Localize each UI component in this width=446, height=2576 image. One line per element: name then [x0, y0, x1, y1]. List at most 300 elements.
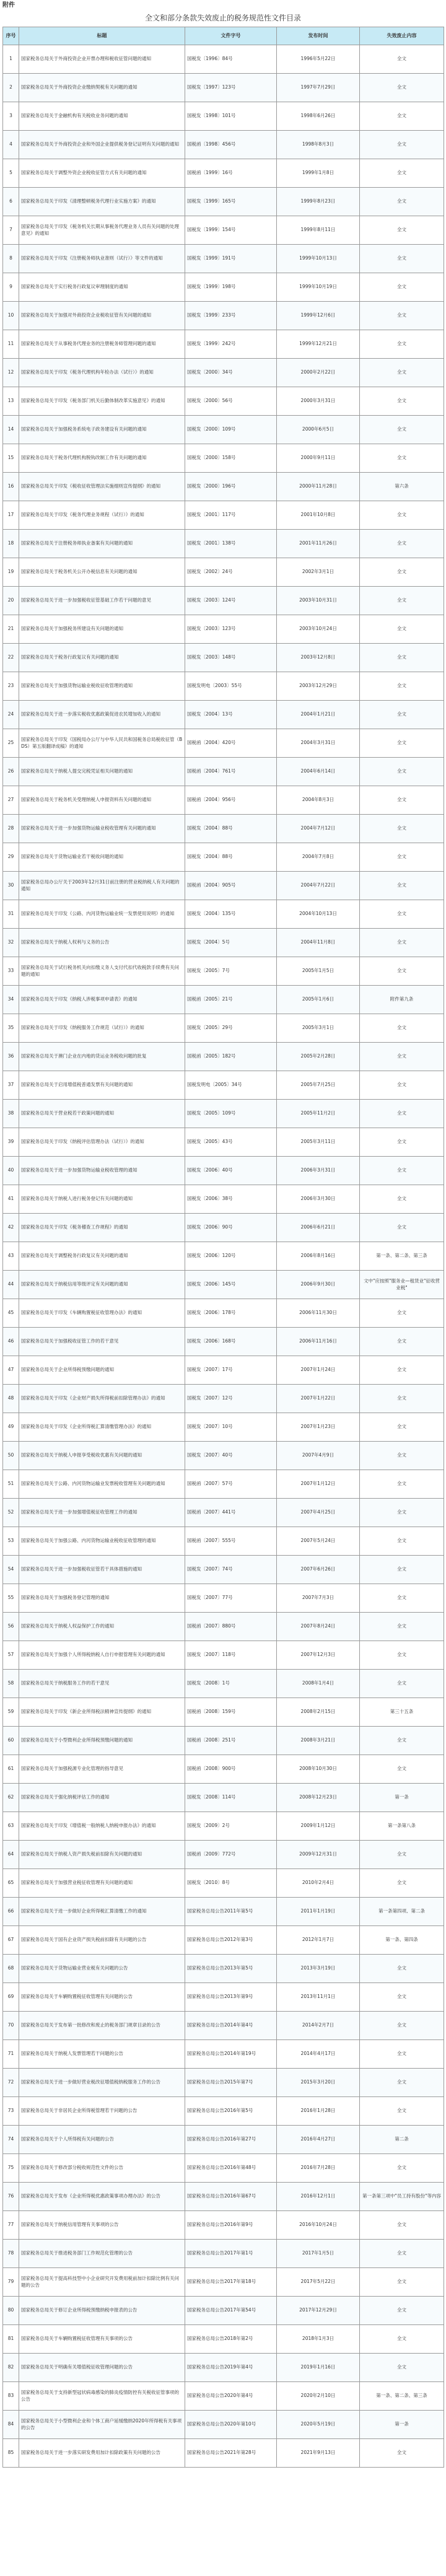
- cell-status: 全文: [360, 216, 444, 245]
- cell-status: 全文: [360, 1100, 444, 1128]
- cell-doc-no: 国税发〔2006〕168号: [185, 1328, 277, 1356]
- cell-doc-no: 国税函〔2008〕251号: [185, 1727, 277, 1755]
- cell-status: 全文: [360, 1527, 444, 1556]
- cell-status: 全文: [360, 1185, 444, 1214]
- cell-status: 全文: [360, 1755, 444, 1784]
- cell-status: 全文: [360, 2069, 444, 2097]
- cell-status: 全文: [360, 1385, 444, 1413]
- cell-title: 国家税务总局关于外商投资企业缴纳契税有关问题的通知: [19, 74, 185, 102]
- document-table: [2, 27, 444, 2468]
- column-header-doc-no: 文件字号: [185, 27, 277, 45]
- cell-no: 52: [3, 1499, 19, 1527]
- cell-date: 2007年4月9日: [277, 1442, 360, 1470]
- cell-status: 第一条、第四条: [360, 1926, 444, 1955]
- cell-date: 2007年6月26日: [277, 1556, 360, 1584]
- cell-no: 55: [3, 1584, 19, 1613]
- cell-title: 国家税务总局关于纳税人发票管理若干问题的公告: [19, 2040, 185, 2069]
- cell-status: 全文: [360, 45, 444, 74]
- cell-date: 1999年12月21日: [277, 330, 360, 359]
- cell-title: 国家税务总局关于进一步落实研发费用加计扣除政策有关问题的公告: [19, 2439, 185, 2468]
- cell-date: 2005年3月1日: [277, 1014, 360, 1043]
- cell-no: 3: [3, 102, 19, 131]
- cell-no: 59: [3, 1698, 19, 1727]
- cell-doc-no: 国税发〔2006〕90号: [185, 1214, 277, 1242]
- cell-date: 2017年1月5日: [277, 2240, 360, 2268]
- cell-date: 2007年1月23日: [277, 1413, 360, 1442]
- cell-title: 国家税务总局关于调整税务行政复议有关问题的通知: [19, 1242, 185, 1271]
- cell-title: 国家税务总局关于进一步落实税收优惠政策促进农民增加收入的通知: [19, 701, 185, 729]
- cell-status: 全文: [360, 957, 444, 986]
- cell-title: 国家税务总局关于从事税务代理业务的注册税务师管理问题的通知: [19, 330, 185, 359]
- cell-status: 第一条、第二条、第三条: [360, 2382, 444, 2411]
- cell-title: 国家税务总局关于进一步加强税收征管若干具体措施的通知: [19, 1556, 185, 1584]
- cell-no: 16: [3, 473, 19, 501]
- table-row: [3, 1413, 444, 1442]
- cell-status: 全文: [360, 2325, 444, 2354]
- cell-status: 全文: [360, 2439, 444, 2468]
- cell-status: 第一条: [360, 1784, 444, 1812]
- cell-doc-no: 国税发〔2000〕109号: [185, 416, 277, 444]
- table-row: [3, 1556, 444, 1584]
- cell-title: 国家税务总局关于营业税若干政策问题的通知: [19, 1100, 185, 1128]
- cell-status: 全文: [360, 786, 444, 815]
- cell-status: 全文: [360, 900, 444, 929]
- cell-date: 2007年7月3日: [277, 1584, 360, 1613]
- table-row: [3, 1043, 444, 1071]
- table-row: [3, 587, 444, 615]
- cell-no: 5: [3, 159, 19, 188]
- cell-title: 国家税务总局关于纳税信用等级评定有关问题的通知: [19, 1271, 185, 1299]
- cell-date: 2004年7月22日: [277, 872, 360, 900]
- cell-title: 国家税务总局关于印发《企业所得税汇算清缴管理办法》的通知: [19, 1413, 185, 1442]
- cell-title: 国家税务总局关于纳税人进行税务登记有关问题的通知: [19, 1185, 185, 1214]
- cell-status: 全文: [360, 615, 444, 644]
- cell-status: 全文: [360, 501, 444, 530]
- cell-doc-no: 国家税务总局公告2020年第10号: [185, 2411, 277, 2439]
- cell-no: 84: [3, 2411, 19, 2439]
- table-row: [3, 1128, 444, 1157]
- table-body: [3, 45, 444, 2468]
- table-row: [3, 2382, 444, 2411]
- cell-title: 国家税务总局关于纳税人权益保护工作的通知: [19, 1613, 185, 1641]
- cell-no: 83: [3, 2382, 19, 2411]
- cell-doc-no: 国税发〔1999〕242号: [185, 330, 277, 359]
- cell-date: 1999年10月19日: [277, 273, 360, 302]
- cell-status: 全文: [360, 1328, 444, 1356]
- cell-title: 国家税务总局关于加强税务所建设有关问题的通知: [19, 615, 185, 644]
- table-row: [3, 387, 444, 416]
- cell-title: 国家税务总局关于车辆购置税征收管理有关问题的公告: [19, 1983, 185, 2012]
- cell-title: 国家税务总局关于税务机关公开办税信息有关问题的通知: [19, 558, 185, 587]
- cell-status: 全文: [360, 2268, 444, 2297]
- cell-status: 全文: [360, 1841, 444, 1869]
- cell-no: 47: [3, 1356, 19, 1385]
- cell-doc-no: 国家税务总局公告2017年第18号: [185, 2268, 277, 2297]
- cell-title: 国家税务总局关于纳税服务工作的若干意见: [19, 1670, 185, 1698]
- cell-no: 31: [3, 900, 19, 929]
- cell-date: 2008年10月30日: [277, 1755, 360, 1784]
- cell-title: 国家税务总局关于加强税务登记管理的通知: [19, 1584, 185, 1613]
- cell-title: 国家税务总局关于加强公路、内河货物运输业税收征收管理的通知: [19, 1527, 185, 1556]
- cell-no: 46: [3, 1328, 19, 1356]
- cell-status: 全文: [360, 843, 444, 872]
- table-row: [3, 245, 444, 273]
- cell-doc-no: 国税函〔2007〕441号: [185, 1499, 277, 1527]
- cell-title: 国家税务总局关于税务行政复议有关问题的通知: [19, 644, 185, 672]
- table-row: [3, 2240, 444, 2268]
- table-row: [3, 473, 444, 501]
- cell-status: 第二条: [360, 2126, 444, 2154]
- cell-date: 1999年8月11日: [277, 216, 360, 245]
- cell-doc-no: 国税发〔2000〕158号: [185, 444, 277, 473]
- cell-title: 国家税务总局关于纳税人申报享受税收优惠有关问题的通知: [19, 1442, 185, 1470]
- table-row: [3, 1898, 444, 1926]
- cell-date: 2016年1月28日: [277, 2097, 360, 2126]
- cell-title: 国家税务总局关于发布《企业所得税优惠政策事项办理办法》的公告: [19, 2183, 185, 2211]
- cell-no: 24: [3, 701, 19, 729]
- cell-doc-no: 国税发〔2007〕17号: [185, 1356, 277, 1385]
- cell-status: 全文: [360, 758, 444, 786]
- cell-status: 全文: [360, 159, 444, 188]
- cell-no: 81: [3, 2325, 19, 2354]
- cell-status: 全文: [360, 359, 444, 387]
- cell-doc-no: 国税发〔2008〕114号: [185, 1784, 277, 1812]
- cell-title: 国家税务总局关于注册税务师执业备案有关问题的通知: [19, 530, 185, 558]
- cell-no: 79: [3, 2268, 19, 2297]
- cell-doc-no: 国家税务总局公告2013年第9号: [185, 1983, 277, 2012]
- cell-doc-no: 国税发〔2007〕77号: [185, 1584, 277, 1613]
- cell-title: 国家税务总局关于纳税人权利与义务的公告: [19, 929, 185, 957]
- cell-doc-no: 国税发〔1999〕191号: [185, 245, 277, 273]
- cell-date: 2004年8月3日: [277, 786, 360, 815]
- cell-doc-no: 国税函〔2007〕555号: [185, 1527, 277, 1556]
- table-row: [3, 900, 444, 929]
- cell-doc-no: 国税发〔1997〕123号: [185, 74, 277, 102]
- cell-date: 2016年4月27日: [277, 2126, 360, 2154]
- cell-date: 1999年12月6日: [277, 302, 360, 330]
- table-row: [3, 131, 444, 159]
- table-row: [3, 302, 444, 330]
- cell-date: 2003年12月8日: [277, 644, 360, 672]
- cell-no: 53: [3, 1527, 19, 1556]
- cell-doc-no: 国税发〔1999〕154号: [185, 216, 277, 245]
- table-row: [3, 444, 444, 473]
- table-row: [3, 102, 444, 131]
- cell-status: 全文: [360, 188, 444, 216]
- cell-doc-no: 国税发〔2007〕12号: [185, 1385, 277, 1413]
- table-row: [3, 1271, 444, 1299]
- table-row: [3, 2097, 444, 2126]
- cell-no: 72: [3, 2069, 19, 2097]
- cell-status: 全文: [360, 1670, 444, 1698]
- cell-title: 国家税务总局关于进一步做好营业税改征增值税纳税服务工作的公告: [19, 2069, 185, 2097]
- cell-doc-no: 国税发〔2007〕40号: [185, 1442, 277, 1470]
- cell-no: 28: [3, 815, 19, 843]
- cell-title: 国家税务总局关于提高科技型中小企业研究开发费用税前加计扣除比例有关问题的公告: [19, 2268, 185, 2297]
- cell-date: 2007年12月3日: [277, 1641, 360, 1670]
- table-row: [3, 1584, 444, 1613]
- cell-no: 11: [3, 330, 19, 359]
- cell-date: 2005年1月5日: [277, 957, 360, 986]
- cell-title: 国家税务总局关于纳税人资产损失税前扣除有关问题的通知: [19, 1841, 185, 1869]
- table-row: [3, 1185, 444, 1214]
- table-row: [3, 273, 444, 302]
- table-row: [3, 1527, 444, 1556]
- cell-no: 25: [3, 729, 19, 758]
- cell-status: 全文: [360, 330, 444, 359]
- cell-doc-no: 国税发〔1996〕84号: [185, 45, 277, 74]
- cell-doc-no: 国税发〔2005〕43号: [185, 1128, 277, 1157]
- cell-doc-no: 国税发〔2005〕109号: [185, 1100, 277, 1128]
- cell-date: 1999年1月8日: [277, 159, 360, 188]
- table-row: [3, 1470, 444, 1499]
- table-row: [3, 501, 444, 530]
- cell-title: 国家税务总局关于印发《清理整顿税务代理行业实施方案》的通知: [19, 188, 185, 216]
- cell-title: 国家税务总局关于强化纳税评估工作的通知: [19, 1784, 185, 1812]
- table-row: [3, 1841, 444, 1869]
- cell-title: 国家税务总局关于加强货物运输业税收征收管理的通知: [19, 672, 185, 701]
- table-row: [3, 2268, 444, 2297]
- table-row: [3, 2411, 444, 2439]
- cell-doc-no: 国家税务总局公告2020年第4号: [185, 2382, 277, 2411]
- cell-title: 国家税务总局关于试行税务机关向扣缴义务人支付代扣代收税款手续费有关问题的通知: [19, 957, 185, 986]
- cell-date: 2003年12月29日: [277, 672, 360, 701]
- cell-title: 国家税务总局关于印发《新企业所得税法精神宣传提纲》的通知: [19, 1698, 185, 1727]
- cell-date: 2000年3月31日: [277, 387, 360, 416]
- cell-no: 71: [3, 2040, 19, 2069]
- cell-status: 全文: [360, 1470, 444, 1499]
- cell-status: 全文: [360, 1014, 444, 1043]
- cell-doc-no: 国家税务总局公告2017年第54号: [185, 2297, 277, 2325]
- cell-no: 7: [3, 216, 19, 245]
- cell-doc-no: 国家税务总局公告2017年第1号: [185, 2240, 277, 2268]
- table-row: [3, 1014, 444, 1043]
- cell-status: 第一条: [360, 2411, 444, 2439]
- cell-title: 国家税务总局办公厅关于2003年12月31日前注册的营业税纳税人有关问题的通知: [19, 872, 185, 900]
- cell-doc-no: 国税函〔2004〕761号: [185, 758, 277, 786]
- cell-no: 43: [3, 1242, 19, 1271]
- table-row: [3, 872, 444, 900]
- cell-date: 2013年3月19日: [277, 1955, 360, 1983]
- cell-title: 国家税务总局关于纳税人提交完税凭证相关问题的通知: [19, 758, 185, 786]
- cell-no: 21: [3, 615, 19, 644]
- table-row: [3, 701, 444, 729]
- table-row: [3, 2325, 444, 2354]
- cell-no: 49: [3, 1413, 19, 1442]
- cell-doc-no: 国税发〔2005〕29号: [185, 1014, 277, 1043]
- cell-date: 2002年3月1日: [277, 558, 360, 587]
- cell-no: 23: [3, 672, 19, 701]
- table-row: [3, 2012, 444, 2040]
- cell-no: 14: [3, 416, 19, 444]
- table-row: [3, 758, 444, 786]
- cell-status: 全文: [360, 416, 444, 444]
- cell-title: 国家税务总局关于印发《国税局办公厅与中华人民共和国税务总局税收征管（BDS）第五版翻译成稿》的通知: [19, 729, 185, 758]
- cell-status: 全文: [360, 1556, 444, 1584]
- cell-doc-no: 国税函〔2005〕21号: [185, 986, 277, 1014]
- column-header-date: 发布时间: [277, 27, 360, 45]
- table-row: [3, 1727, 444, 1755]
- cell-doc-no: 国税函〔1998〕456号: [185, 131, 277, 159]
- cell-date: 2005年11月2日: [277, 1100, 360, 1128]
- cell-no: 34: [3, 986, 19, 1014]
- cell-no: 17: [3, 501, 19, 530]
- cell-title: 国家税务总局关于印发《税务代理业务规程（试行）》的通知: [19, 501, 185, 530]
- table-row: [3, 2354, 444, 2382]
- cell-no: 54: [3, 1556, 19, 1584]
- cell-no: 76: [3, 2183, 19, 2211]
- table-row: [3, 1784, 444, 1812]
- cell-no: 38: [3, 1100, 19, 1128]
- cell-no: 51: [3, 1470, 19, 1499]
- cell-title: 国家税务总局关于进一步加强货物运输业税收管理的通知: [19, 1157, 185, 1185]
- cell-date: 2004年11月8日: [277, 929, 360, 957]
- cell-title: 国家税务总局关于纳税信用管理有关事项的公告: [19, 2211, 185, 2240]
- cell-status: 全文: [360, 701, 444, 729]
- cell-title: 国家税务总局关于进一步加强税收征管基础工作若干问题的意见: [19, 587, 185, 615]
- cell-doc-no: 国税发明电〔2005〕34号: [185, 1071, 277, 1100]
- table-row: [3, 1670, 444, 1698]
- cell-no: 15: [3, 444, 19, 473]
- cell-title: 国家税务总局关于加强个人所得税纳税人自行申报管理有关问题的通知: [19, 1641, 185, 1670]
- table-header-row: [3, 27, 444, 45]
- cell-date: 2016年10月24日: [277, 2211, 360, 2240]
- cell-date: 2007年1月12日: [277, 1470, 360, 1499]
- cell-no: 56: [3, 1613, 19, 1641]
- cell-doc-no: 国家税务总局公告2018年第2号: [185, 2325, 277, 2354]
- cell-doc-no: 国家税务总局公告2016年第27号: [185, 2126, 277, 2154]
- cell-title: 国家税务总局关于进一步做好企业所得税汇算清缴工作的通知: [19, 1898, 185, 1926]
- cell-status: 全文: [360, 1356, 444, 1385]
- table-row: [3, 1442, 444, 1470]
- table-row: [3, 2069, 444, 2097]
- cell-no: 9: [3, 273, 19, 302]
- cell-status: 全文: [360, 1584, 444, 1613]
- table-row: [3, 615, 444, 644]
- cell-no: 48: [3, 1385, 19, 1413]
- cell-no: 19: [3, 558, 19, 587]
- cell-no: 32: [3, 929, 19, 957]
- table-row: [3, 530, 444, 558]
- cell-title: 国家税务总局关于支持新型冠状病毒感染的肺炎疫情防控有关税收征管事项的公告: [19, 2382, 185, 2411]
- table-row: [3, 74, 444, 102]
- cell-date: 2003年10月24日: [277, 615, 360, 644]
- cell-no: 4: [3, 131, 19, 159]
- cell-date: 2014年2月7日: [277, 2012, 360, 2040]
- cell-date: 2004年10月13日: [277, 900, 360, 929]
- cell-no: 75: [3, 2154, 19, 2183]
- cell-date: 2008年3月21日: [277, 1727, 360, 1755]
- table-row: [3, 45, 444, 74]
- table-row: [3, 1983, 444, 2012]
- cell-date: 2005年1月6日: [277, 986, 360, 1014]
- table-row: [3, 1698, 444, 1727]
- cell-status: 全文: [360, 558, 444, 587]
- cell-status: 全文: [360, 2040, 444, 2069]
- cell-date: 2006年3月31日: [277, 1157, 360, 1185]
- table-row: [3, 1328, 444, 1356]
- cell-doc-no: 国税发〔2003〕123号: [185, 615, 277, 644]
- cell-doc-no: 国税发〔1999〕198号: [185, 273, 277, 302]
- cell-status: 全文: [360, 273, 444, 302]
- table-row: [3, 558, 444, 587]
- cell-status: 全文: [360, 387, 444, 416]
- cell-no: 60: [3, 1727, 19, 1755]
- cell-date: 2006年8月16日: [277, 1242, 360, 1271]
- cell-date: 2001年10月8日: [277, 501, 360, 530]
- cell-date: 2006年6月21日: [277, 1214, 360, 1242]
- cell-title: 国家税务总局关于印发《纳税评估管理办法（试行）》的通知: [19, 1128, 185, 1157]
- cell-no: 30: [3, 872, 19, 900]
- table-row: [3, 1955, 444, 1983]
- cell-date: 2017年12月29日: [277, 2297, 360, 2325]
- column-header-status: 失效废止内容: [360, 27, 444, 45]
- table-row: [3, 2211, 444, 2240]
- cell-title: 国家税务总局关于印发《公路、内河货物运输业统一发票使用说明》的通知: [19, 900, 185, 929]
- cell-date: 2014年4月17日: [277, 2040, 360, 2069]
- cell-date: 2016年7月28日: [277, 2154, 360, 2183]
- cell-date: 2010年2月4日: [277, 1869, 360, 1898]
- cell-status: 全文: [360, 1983, 444, 2012]
- cell-doc-no: 国税函〔2004〕420号: [185, 729, 277, 758]
- cell-date: 2000年6月5日: [277, 416, 360, 444]
- cell-no: 61: [3, 1755, 19, 1784]
- table-row: [3, 2439, 444, 2468]
- cell-no: 74: [3, 2126, 19, 2154]
- cell-no: 67: [3, 1926, 19, 1955]
- cell-date: 2017年5月22日: [277, 2268, 360, 2297]
- cell-doc-no: 国税发〔2001〕138号: [185, 530, 277, 558]
- cell-status: 全文: [360, 587, 444, 615]
- cell-doc-no: 国税函〔2007〕57号: [185, 1470, 277, 1499]
- cell-status: 全文: [360, 245, 444, 273]
- cell-title: 国家税务总局关于非居民企业所得税管理若干问题的公告: [19, 2097, 185, 2126]
- cell-status: 全文: [360, 2354, 444, 2382]
- table-row: [3, 330, 444, 359]
- table-row: [3, 2126, 444, 2154]
- cell-doc-no: 国税发〔2006〕145号: [185, 1271, 277, 1299]
- table-row: [3, 1499, 444, 1527]
- cell-no: 33: [3, 957, 19, 986]
- cell-date: 1997年7月29日: [277, 74, 360, 102]
- cell-title: 国家税务总局关于印发《税务部门机关后勤体制改革实施意见》的通知: [19, 387, 185, 416]
- cell-status: 全文: [360, 1869, 444, 1898]
- cell-title: 国家税务总局关于加强对外商投资企业税收征管有关问题的通知: [19, 302, 185, 330]
- cell-date: 2005年3月11日: [277, 1128, 360, 1157]
- cell-status: 全文: [360, 644, 444, 672]
- cell-title: 国家税务总局关于实行税务行政复议审理制度的通知: [19, 273, 185, 302]
- cell-no: 42: [3, 1214, 19, 1242]
- cell-title: 国家税务总局关于车辆购置税征收管理有关事项的公告: [19, 2325, 185, 2354]
- cell-date: 2015年3月20日: [277, 2069, 360, 2097]
- table-row: [3, 1299, 444, 1328]
- cell-status: 第三十五条: [360, 1698, 444, 1727]
- cell-doc-no: 国税发〔2003〕124号: [185, 587, 277, 615]
- cell-title: 国家税务总局关于加强税收征管工作的若干意见: [19, 1328, 185, 1356]
- cell-date: 2012年1月7日: [277, 1926, 360, 1955]
- cell-status: 文中"应按照"服务业—租赁业"征收营业税": [360, 1271, 444, 1299]
- cell-no: 69: [3, 1983, 19, 2012]
- cell-doc-no: 国税函〔2008〕159号: [185, 1698, 277, 1727]
- cell-status: 第一条、第二条、第三条: [360, 1242, 444, 1271]
- cell-status: 全文: [360, 2211, 444, 2240]
- cell-date: 2004年7月8日: [277, 843, 360, 872]
- cell-no: 66: [3, 1898, 19, 1926]
- table-row: [3, 1755, 444, 1784]
- cell-no: 39: [3, 1128, 19, 1157]
- cell-doc-no: 国家税务总局公告2016年第48号: [185, 2154, 277, 2183]
- cell-doc-no: 国家税务总局公告2015年第7号: [185, 2069, 277, 2097]
